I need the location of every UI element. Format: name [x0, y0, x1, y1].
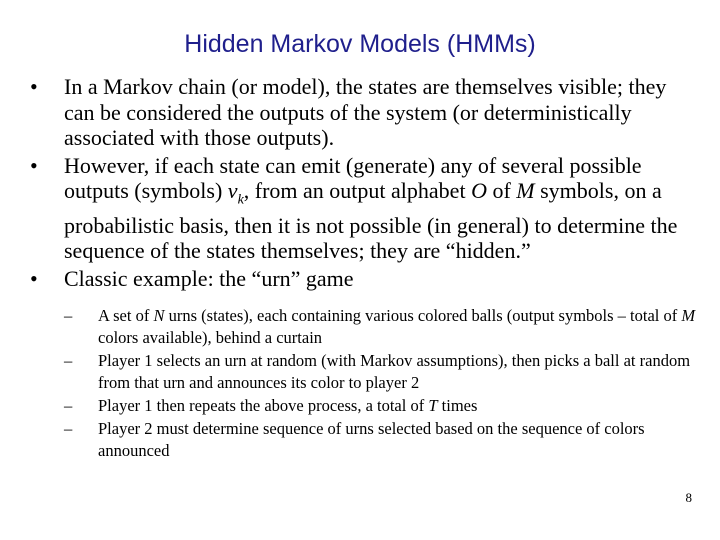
- bullet-text-part: symbols, on a probabilistic basis, then it is not possible (in general) to determine the sequence of the states themselves; they are “hidden.”: [64, 178, 678, 264]
- var-M: M: [516, 178, 535, 203]
- sub-bullet-urns: [64, 305, 700, 349]
- bullet-marker: •: [30, 265, 38, 291]
- sub-bullet-marker: –: [64, 396, 73, 416]
- sub-text-part: urns (states), each containing various colored balls (output symbols – total of: [164, 306, 682, 326]
- sub-bullet-player2-determine: [64, 418, 700, 462]
- bullet-list: [30, 74, 700, 464]
- bullet-text-part: However, if each state can emit (generate) any of several possible outputs (symbols): [64, 152, 642, 203]
- bullet-item-urn-game: [30, 266, 700, 463]
- bullet-text: In a Markov chain (or model), the states are themselves visible; they can be considered the outputs of the system (or deterministically associated with those outputs).: [64, 74, 667, 150]
- bullet-marker: •: [30, 152, 38, 178]
- sub-text-part: times: [437, 396, 478, 416]
- bullet-text: Classic example: the “urn” game: [64, 265, 354, 291]
- page-number: 8: [685, 490, 692, 505]
- subscript-k: k: [237, 192, 244, 208]
- sub-bullet-player1-repeat: [64, 395, 700, 417]
- var-T: T: [428, 396, 438, 416]
- bullet-item-markov-chain: [30, 74, 700, 151]
- var-M: M: [681, 306, 696, 326]
- slide-title: Hidden Markov Models (HMMs): [184, 30, 536, 58]
- sub-text-part: colors available), behind a curtain: [98, 328, 323, 348]
- var-O: O: [471, 178, 487, 203]
- sub-text: Player 2 must determine sequence of urns selected based on the sequence of colors announced: [98, 419, 645, 461]
- sub-bullet-list: [64, 305, 700, 462]
- sub-text-part: A set of: [98, 306, 154, 326]
- var-N: N: [153, 306, 165, 326]
- bullet-marker: •: [30, 74, 38, 99]
- bullet-text-part: , from an output alphabet: [243, 178, 472, 203]
- sub-text: Player 1 selects an urn at random (with Markov assumptions), then picks a ball at random from that urn and announces its color to player 2: [98, 351, 691, 393]
- bullet-text-part: of: [486, 178, 517, 203]
- sub-bullet-marker: –: [64, 351, 73, 371]
- sub-bullet-marker: –: [64, 419, 73, 439]
- sub-text-part: Player 1 then repeats the above process, a total of: [98, 396, 429, 416]
- sub-bullet-marker: –: [64, 306, 73, 326]
- sub-bullet-player1-select: [64, 350, 700, 394]
- var-v: v: [227, 178, 238, 203]
- bullet-item-hidden-states: [30, 153, 700, 264]
